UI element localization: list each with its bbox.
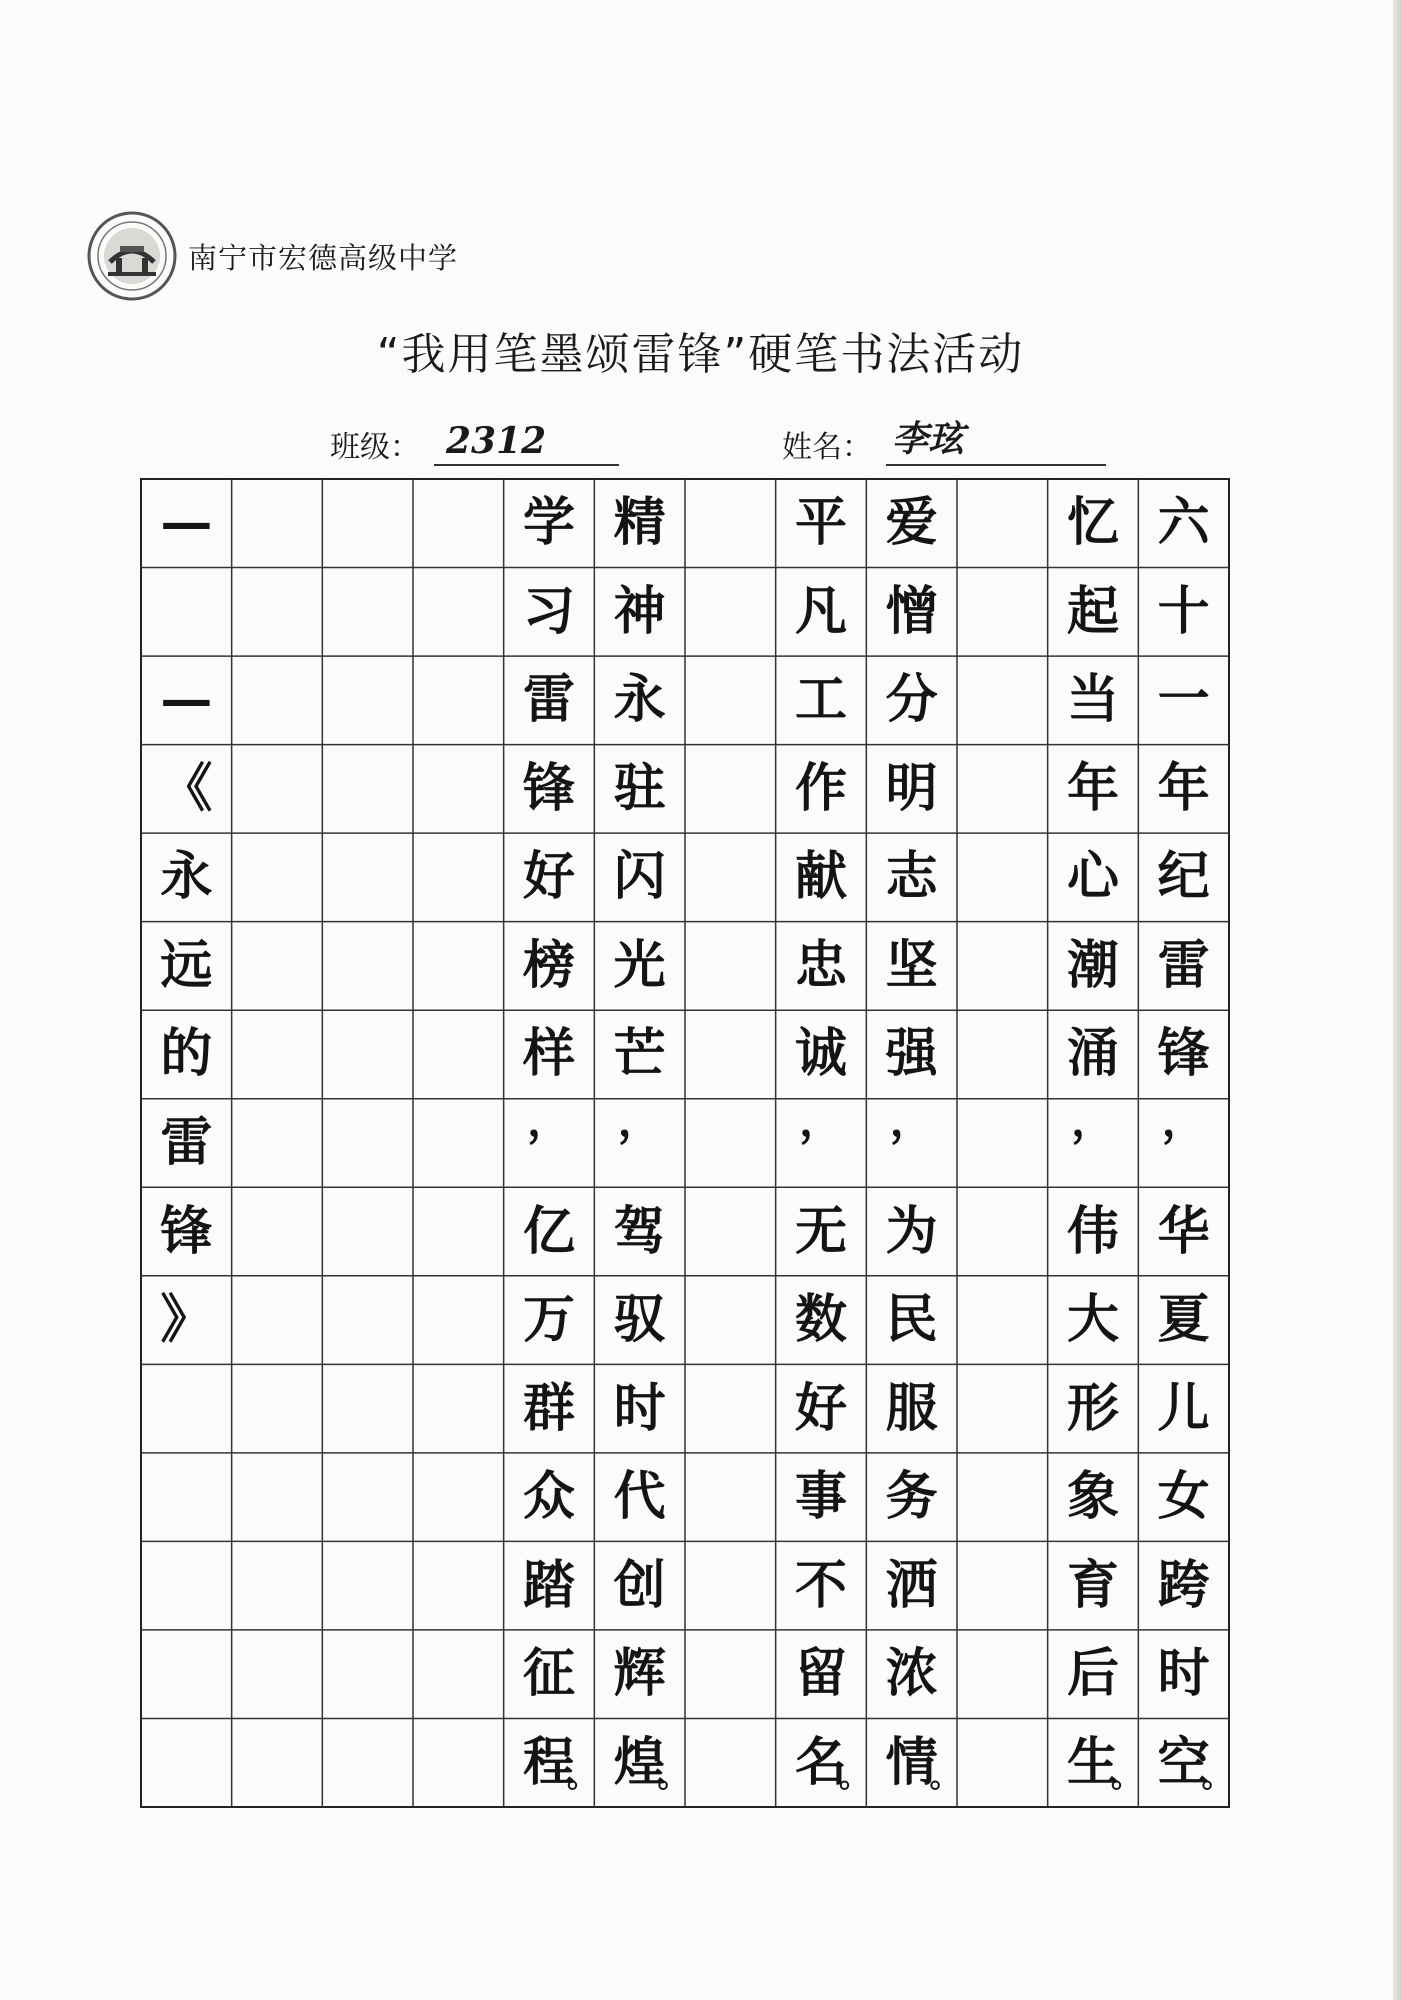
verse-char: 不 (794, 1554, 847, 1616)
verse-char: 众 (522, 1466, 575, 1528)
verse-char: 育 (1066, 1554, 1119, 1616)
signature-char: 《 (160, 757, 213, 819)
class-label: 班级： (330, 430, 420, 465)
verse-period: 。 (1201, 1759, 1232, 1795)
verse-char: 群 (522, 1377, 575, 1439)
verse-char: 憎 (885, 580, 938, 642)
verse-char (594, 1718, 688, 1807)
verse-char: 踏 (522, 1554, 575, 1616)
verse-char: 务 (885, 1466, 938, 1528)
verse-char: 形 (1066, 1377, 1119, 1439)
verse-char: 年 (1066, 757, 1119, 819)
verse-char: 代 (613, 1466, 666, 1528)
verse-char: 儿 (1157, 1377, 1210, 1439)
verse-char-final: 情 。 (885, 1731, 960, 1795)
verse-char-final: 煌 。 (613, 1731, 688, 1795)
verse-char: 榜 (522, 934, 575, 996)
verse-char (776, 1718, 867, 1807)
verse-char: 坚 (885, 934, 938, 996)
verse-char-final: 生 。 (1066, 1731, 1141, 1795)
name-field[interactable] (886, 418, 1106, 466)
verse-char: 驾 (613, 1200, 666, 1262)
verse-char: 忆 (1066, 492, 1119, 554)
verse-period: 。 (1110, 1759, 1141, 1795)
verse-char: 辉 (613, 1643, 666, 1705)
verse-char: 伟 (1066, 1200, 1119, 1262)
verse-char-final: 程 。 (522, 1731, 597, 1795)
verse-char: 时 (1157, 1643, 1210, 1705)
verse-char: 雷 (1157, 934, 1210, 996)
verse-comma: ， (1070, 1094, 1115, 1146)
document-title: “我用笔墨颂雷锋”硬笔书法活动 (376, 329, 1025, 380)
verse-char: 万 (522, 1289, 575, 1351)
verse-char: 芒 (613, 1023, 666, 1085)
verse-char: 事 (794, 1466, 847, 1528)
verse-char: 起 (1066, 580, 1119, 642)
signature-char: 雷 (160, 1111, 213, 1173)
verse-comma: ， (617, 1094, 662, 1146)
verse-char: 分 (885, 669, 938, 731)
signature-char: 的 (160, 1023, 213, 1085)
verse-char: 六 (1157, 492, 1210, 554)
verse-char: 好 (522, 846, 575, 908)
verse-char: 洒 (885, 1554, 938, 1616)
verse-char (1048, 1718, 1139, 1807)
verse-char: 亿 (522, 1200, 575, 1262)
signature-char: — (160, 492, 213, 554)
verse-char: 后 (1066, 1643, 1119, 1705)
verse-char: 无 (794, 1200, 847, 1262)
verse-char: 精 (613, 492, 666, 554)
verse-char: 作 (794, 757, 847, 819)
verse-char-final: 名 。 (794, 1731, 869, 1795)
verse-char: 雷 (522, 669, 575, 731)
writing-grid (140, 478, 1230, 1808)
verse-char: 夏 (1157, 1289, 1210, 1351)
verse-char: 忠 (794, 934, 847, 996)
verse-char: 志 (885, 846, 938, 908)
verse-char: 数 (794, 1289, 847, 1351)
verse-char: 爱 (885, 492, 938, 554)
verse-char (504, 1718, 595, 1807)
verse-char: 潮 (1066, 934, 1119, 996)
verse-char: 创 (613, 1554, 666, 1616)
verse-char: 神 (613, 580, 666, 642)
verse-char: 纪 (1157, 846, 1210, 908)
verse-char: 民 (885, 1289, 938, 1351)
verse-char: 强 (885, 1023, 938, 1085)
verse-comma: ， (889, 1094, 934, 1146)
verse-char: 浓 (885, 1643, 938, 1705)
verse-char (1138, 1718, 1232, 1807)
school-header (86, 210, 458, 302)
verse-char: 女 (1157, 1466, 1210, 1528)
verse-char: 锋 (522, 757, 575, 819)
verse-char: 时 (613, 1377, 666, 1439)
verse-char: 样 (522, 1023, 575, 1085)
verse-char: 为 (885, 1200, 938, 1262)
verse-period: 。 (657, 1759, 688, 1795)
signature-char: — (160, 669, 213, 731)
verse-char (866, 1718, 960, 1807)
verse-char: 心 (1066, 846, 1119, 908)
verse-char: 华 (1157, 1200, 1210, 1262)
verse-period: 。 (929, 1759, 960, 1795)
verse-char: 平 (794, 492, 847, 554)
verse-char: 习 (522, 580, 575, 642)
verse-comma: ， (798, 1094, 843, 1146)
school-name: 南宁市宏德高级中学 (188, 240, 459, 275)
verse-char-final: 空 。 (1157, 1731, 1232, 1795)
verse-comma: ， (1161, 1094, 1206, 1146)
verse-period: 。 (838, 1759, 869, 1795)
verse-char: 驻 (613, 757, 666, 819)
name-value: 李玹 (892, 418, 965, 460)
verse-char: 闪 (613, 846, 666, 908)
verse-char: 永 (613, 669, 666, 731)
verse-char: 锋 (1157, 1023, 1210, 1085)
verse-char: 留 (794, 1643, 847, 1705)
school-logo (86, 210, 178, 302)
verse-char: 献 (794, 846, 847, 908)
verse-char: 大 (1066, 1289, 1119, 1351)
verse-char: 年 (1157, 757, 1210, 819)
verse-char: 十 (1157, 580, 1210, 642)
verse-char: 学 (522, 492, 575, 554)
verse-char: 明 (885, 757, 938, 819)
name-label: 姓名： (782, 430, 872, 465)
verse-char: 涌 (1066, 1023, 1119, 1085)
paper-edge (1393, 0, 1401, 2000)
verse-char: 一 (1157, 669, 1210, 731)
verse-char: 跨 (1157, 1554, 1210, 1616)
verse-comma: ， (526, 1094, 571, 1146)
verse-char: 象 (1066, 1466, 1119, 1528)
verse-char: 工 (794, 669, 847, 731)
verse-char: 凡 (794, 580, 847, 642)
verse-char: 服 (885, 1377, 938, 1439)
class-value: 2312 (446, 420, 547, 462)
class-field-row (330, 408, 619, 466)
name-field-row (782, 408, 1106, 466)
signature-char: 远 (160, 934, 213, 996)
verse-char: 当 (1066, 669, 1119, 731)
verse-char: 诚 (794, 1023, 847, 1085)
verse-char: 好 (794, 1377, 847, 1439)
verse-char: 光 (613, 934, 666, 996)
verse-char: 驭 (613, 1289, 666, 1351)
signature-char: 永 (160, 846, 213, 908)
signature-char: 》 (160, 1289, 213, 1351)
verse-period: 。 (566, 1759, 597, 1795)
class-field[interactable] (434, 418, 619, 466)
signature-char: 锋 (160, 1200, 213, 1262)
verse-char: 征 (522, 1643, 575, 1705)
